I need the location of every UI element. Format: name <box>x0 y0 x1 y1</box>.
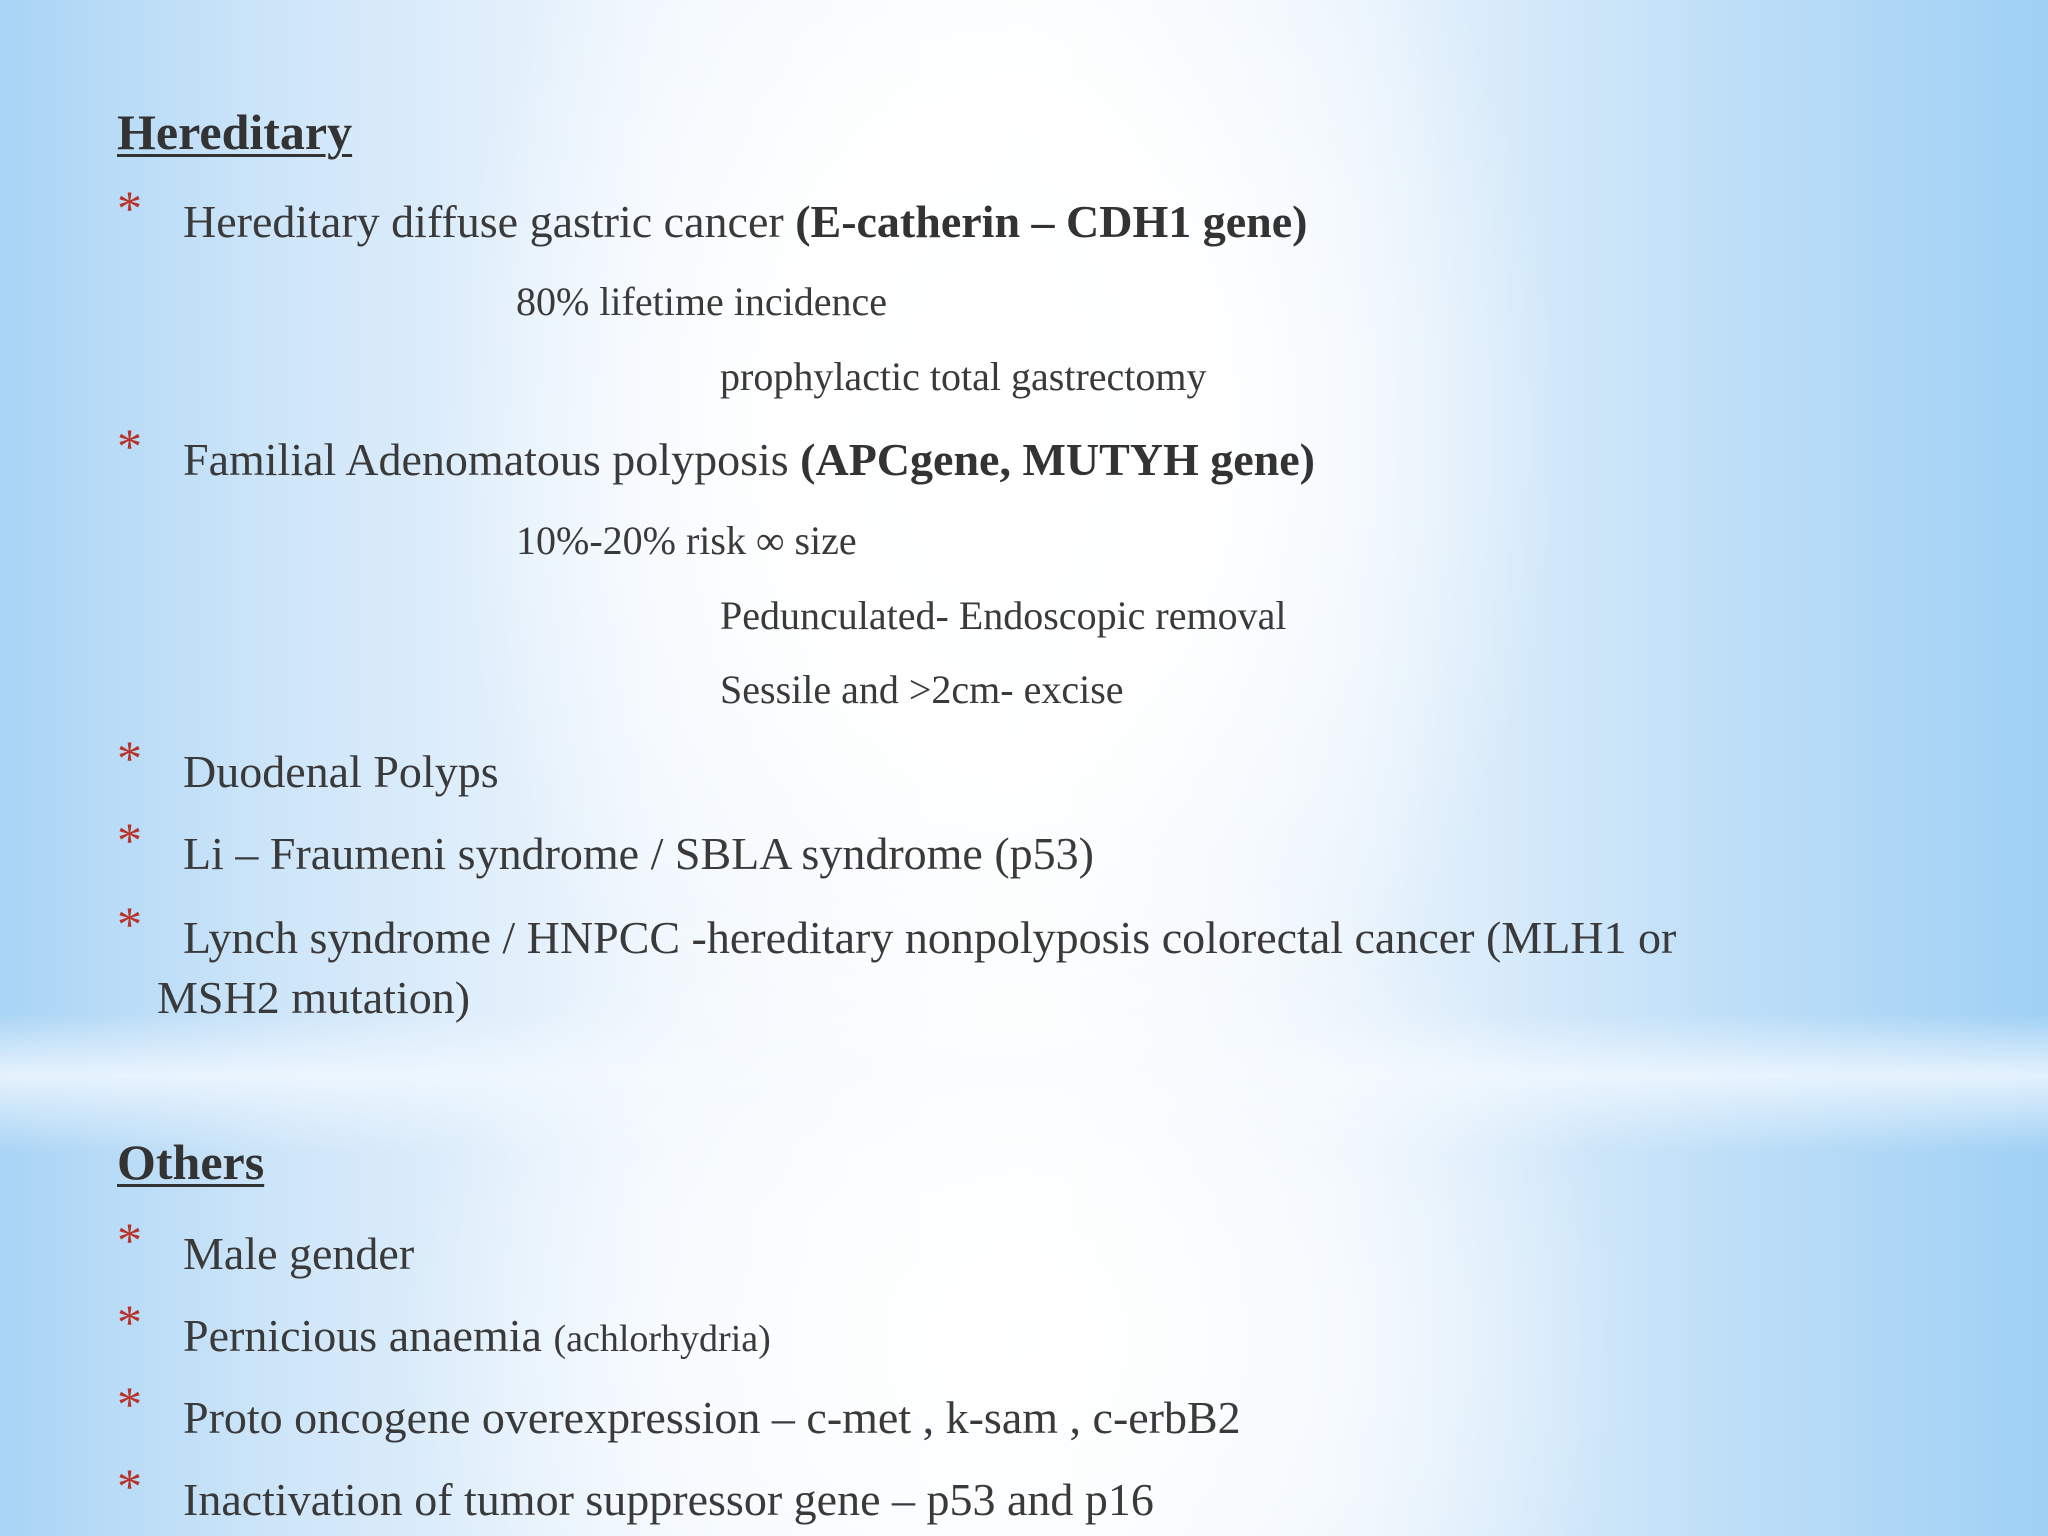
bullet-star-icon: * <box>117 1294 142 1350</box>
bullet-star-icon: * <box>117 896 142 952</box>
bullet-star-icon: * <box>117 418 142 474</box>
sub-hdgc-treatment: prophylactic total gastrectomy <box>720 354 1207 399</box>
bullet-star-icon: * <box>117 812 142 868</box>
heading-others: Others <box>117 1134 265 1190</box>
bullet-text: Hereditary diffuse gastric cancer <box>183 196 796 247</box>
bullet-proto-oncogene <box>117 1376 1241 1448</box>
bullet-small-text: (achlorhydria) <box>553 1318 771 1360</box>
bullet-text: Male gender <box>183 1228 415 1279</box>
bullet-lynch <box>117 896 1877 1028</box>
heading-hereditary: Hereditary <box>117 104 353 160</box>
bullet-text: Inactivation of tumor suppressor gene – p53 and p16 <box>183 1474 1154 1525</box>
bullet-fap <box>117 418 1315 490</box>
bullet-text: Proto oncogene overexpression – c-met , k-sam , c-erbB2 <box>183 1392 1241 1443</box>
bullet-duodenal <box>117 730 499 802</box>
bullet-star-icon: * <box>117 1458 142 1514</box>
bullet-text: Duodenal Polyps <box>183 746 499 797</box>
bullet-male-gender <box>117 1212 415 1284</box>
sub-fap-sessile: Sessile and >2cm- excise <box>720 667 1124 712</box>
bullet-text: Pernicious anaemia <box>183 1310 554 1361</box>
bullet-li-fraumeni <box>117 812 1094 884</box>
bullet-star-icon: * <box>117 1212 142 1268</box>
bullet-star-icon: * <box>117 730 142 786</box>
bullet-star-icon: * <box>117 180 142 236</box>
sub-hdgc-incidence: 80% lifetime incidence <box>516 279 887 324</box>
bullet-tumor-suppressor <box>117 1458 1154 1530</box>
bullet-bold-text: (APCgene, MUTYH gene) <box>800 434 1315 485</box>
bullet-text-continuation: MSH2 mutation) <box>157 972 471 1023</box>
bullet-bold-text: (E-catherin – CDH1 gene) <box>795 196 1308 247</box>
sub-fap-risk: 10%-20% risk ∞ size <box>516 518 857 563</box>
bullet-text: Familial Adenomatous polyposis <box>183 434 801 485</box>
bullet-pernicious-anaemia <box>117 1294 771 1369</box>
bullet-hdgc <box>117 180 1308 252</box>
bullet-text: Li – Fraumeni syndrome / SBLA syndrome (p53) <box>183 828 1094 879</box>
bullet-text: Lynch syndrome / HNPCC -hereditary nonpolyposis colorectal cancer (MLH1 or <box>183 912 1677 963</box>
bullet-star-icon: * <box>117 1376 142 1432</box>
sub-fap-pedunculated: Pedunculated- Endoscopic removal <box>720 593 1287 638</box>
